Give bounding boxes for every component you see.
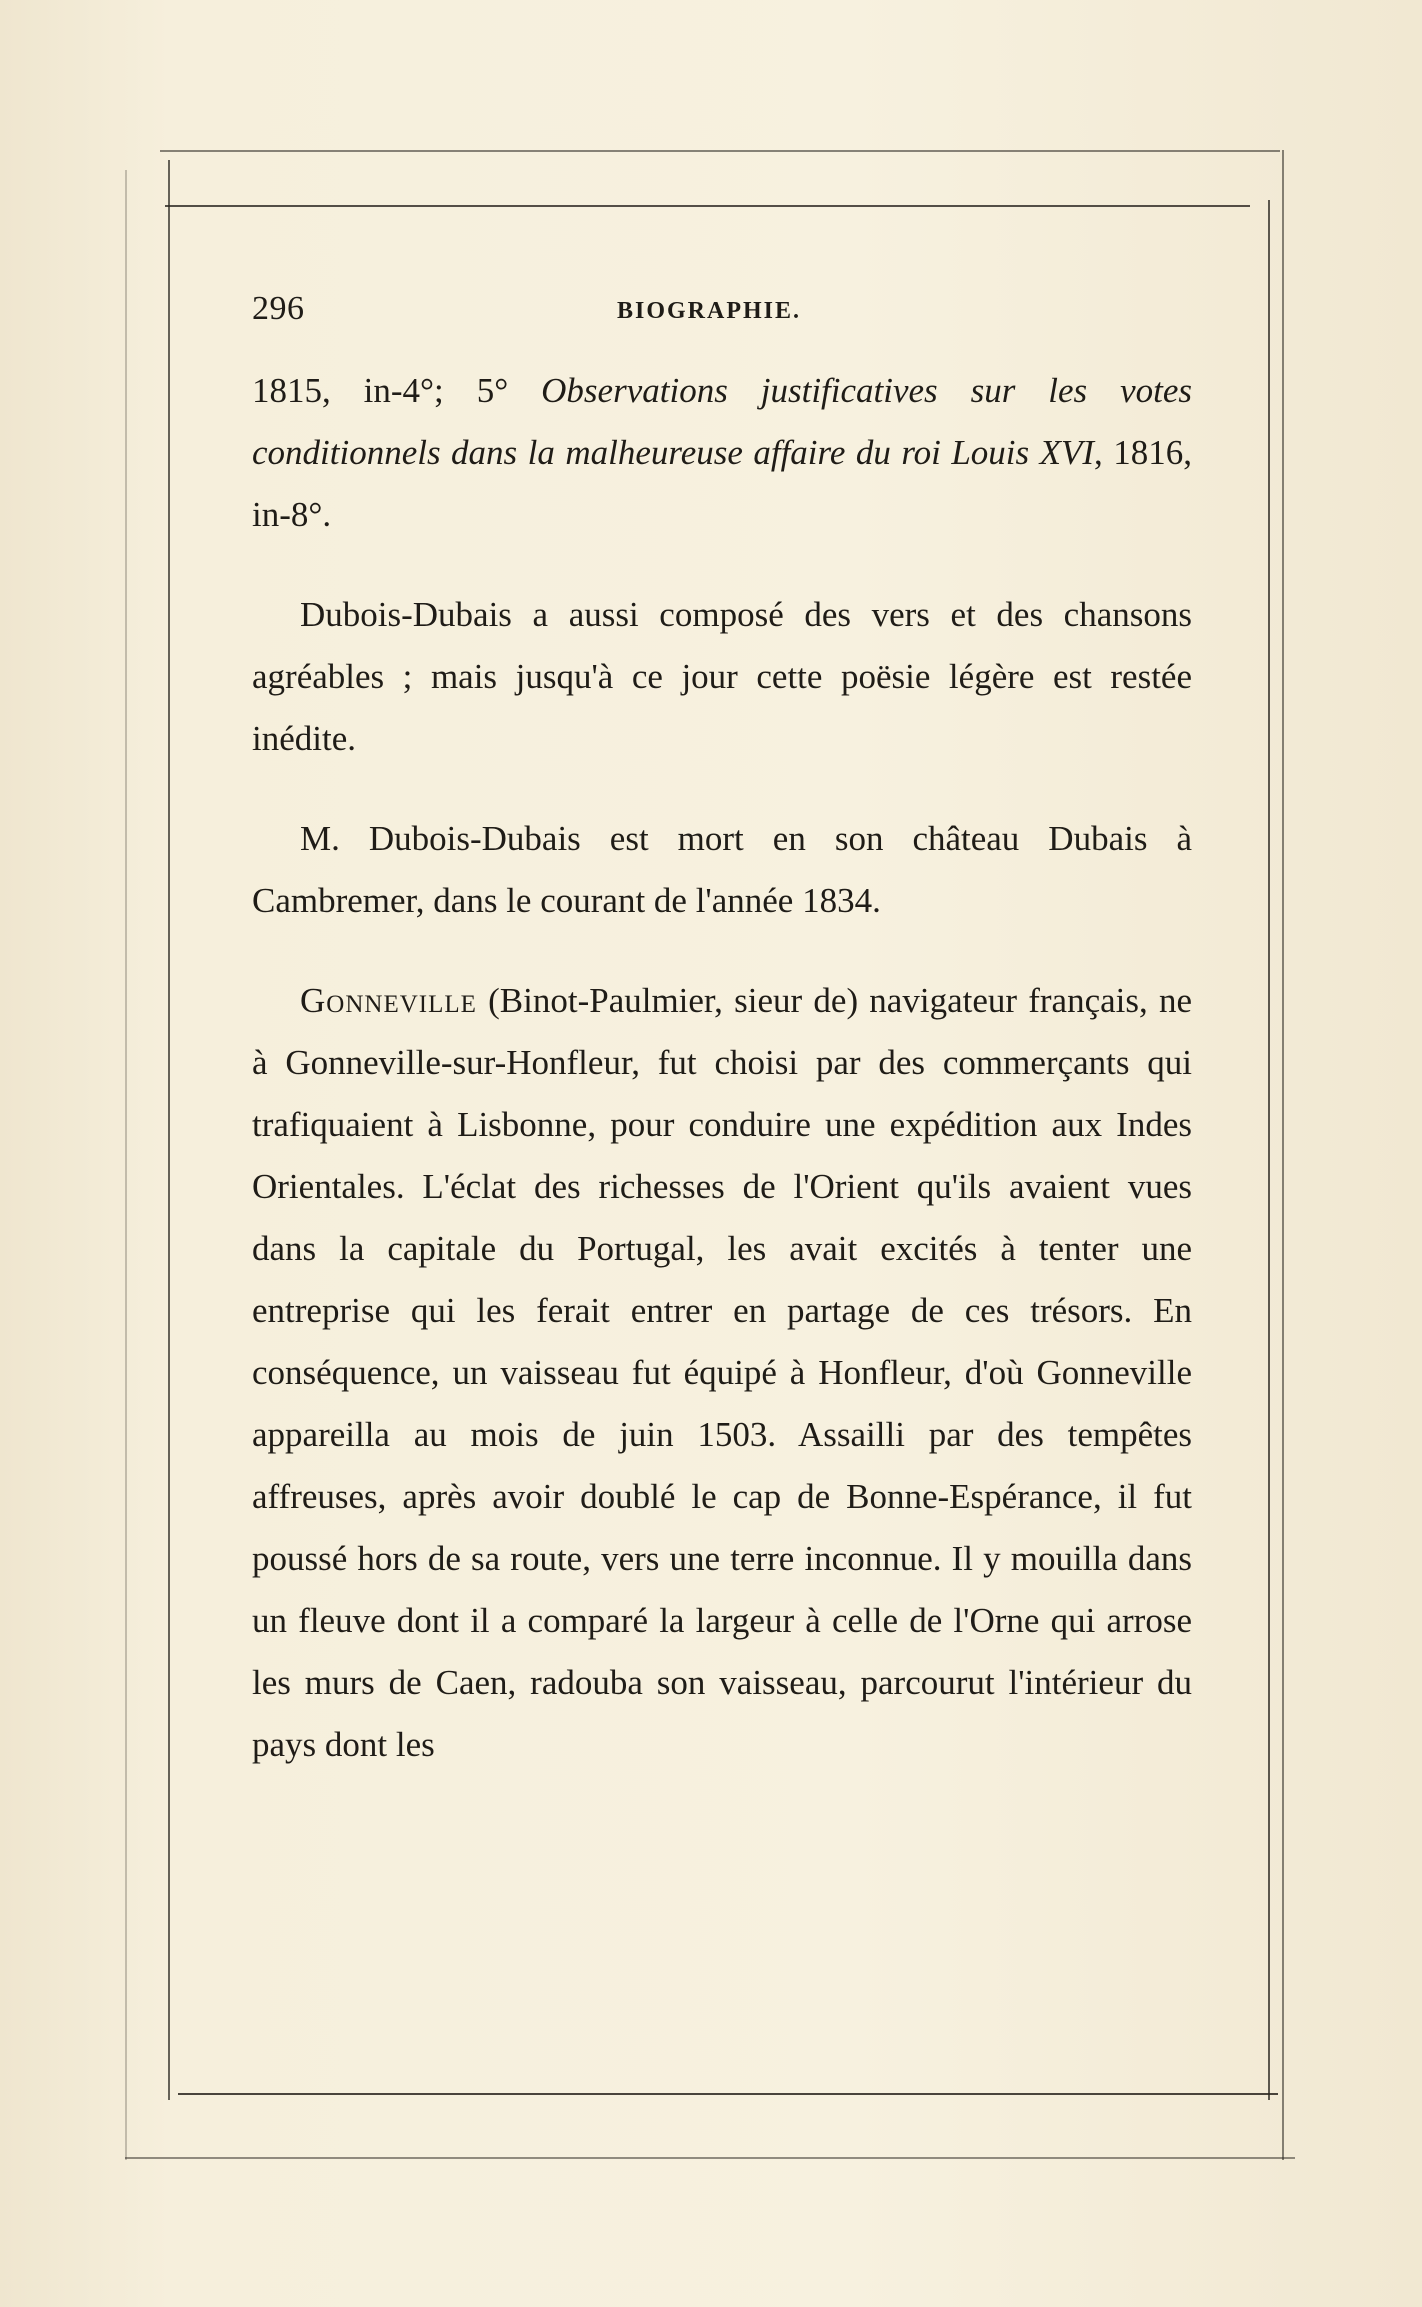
page-header (252, 290, 1192, 340)
paragraph-poetry: Dubois-Dubais a aussi composé des vers et des chansons agréables ; mais jusqu'à ce jour cette poësie légère est restée inédite. (252, 595, 1192, 758)
frame-right-rule (1268, 200, 1270, 2100)
frame-bottom-outer-rule (125, 2157, 1295, 2159)
paragraph-death: M. Dubois-Dubais est mort en son château Dubais à Cambremer, dans le courant de l'année 1834. (252, 819, 1192, 920)
frame-left-faint-rule (125, 170, 127, 2160)
frame-bottom-inner-rule (178, 2093, 1278, 2095)
body-text (252, 360, 1192, 1776)
entry-text: (Binot-Paulmier, sieur de) navigateur français, ne à Gonneville-sur-Honfleur, fut choisi par des commerçants qui trafiquaient à Lisbonne, pour conduire une expédition aux Indes Orientales. L'éclat des richesses de l'Orient qu'ils avaient vues dans la capitale du Portugal, les avait excités à tenter une entreprise qui les ferait entrer en partage de ces trésors. En conséquence, un vaisseau fut équipé à Honfleur, d'où Gonneville appareilla au mois de juin 1503. Assailli par des tempêtes affreuses, après avoir doublé le cap de Bonne-Espérance, il fut poussé hors de sa route, vers une terre inconnue. Il y mouilla dans un fleuve dont il a comparé la largeur à celle de l'Orne qui arrose les murs de Caen, radouba son vaisseau, parcourut l'intérieur du pays dont les (252, 981, 1192, 1764)
work-title: Observations justificatives sur les votes conditionnels dans la malheureuse affaire du roi Louis XVI (252, 371, 1192, 472)
paragraph-gonneville (252, 970, 1192, 1776)
entry-name: Gonneville (300, 981, 477, 1020)
paragraph-bibliography (252, 360, 1192, 546)
page-number: 296 (252, 290, 305, 327)
frame-right-outer-rule (1282, 150, 1284, 2160)
frame-top-inner-rule (165, 205, 1250, 207)
running-head: BIOGRAPHIE. (617, 298, 802, 324)
frame-left-rule (168, 160, 170, 2100)
bibliography-text-start: 1815, in-4°; 5° (252, 371, 542, 410)
bibliography-text-end: , 1816, in-8°. (252, 433, 1192, 534)
frame-top-outer-rule (160, 150, 1280, 152)
